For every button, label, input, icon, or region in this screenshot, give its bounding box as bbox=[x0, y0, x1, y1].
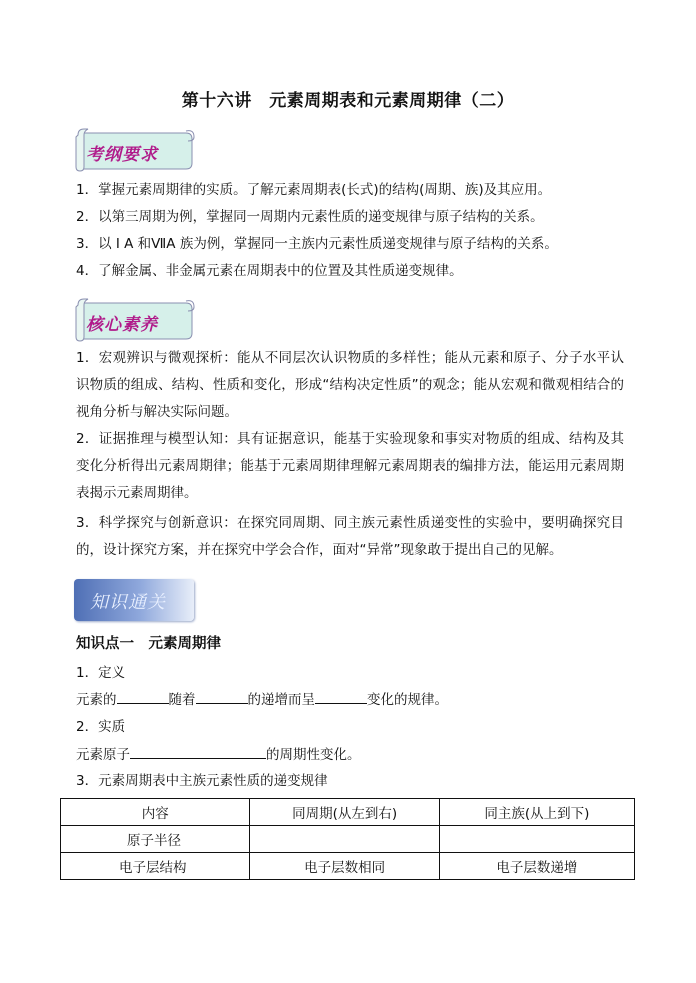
table-row bbox=[61, 853, 635, 880]
table-header-cell: 同主族(从上到下) bbox=[439, 799, 634, 826]
banner-kaogang-label: 考纲要求 bbox=[86, 145, 158, 165]
hexin-item-1: 1．宏观辨识与微观探析：能从不同层次认识物质的多样性；能从元素和原子、分子水平认识物质的组成、结构、性质和变化，形成“结构决定性质”的观念；能从宏观和微观相结合的视角分析与解决实际问题。 bbox=[76, 350, 624, 420]
fill-blank[interactable] bbox=[117, 689, 169, 704]
fill-blank[interactable] bbox=[130, 744, 266, 759]
essence-part-1: 元素原子 bbox=[76, 747, 130, 763]
table-row bbox=[61, 826, 635, 853]
definition-part-1: 元素的 bbox=[76, 692, 117, 708]
table-header-row bbox=[61, 799, 635, 826]
hexin-item-2: 2．证据推理与模型认知：具有证据意识，能基于实验现象和事实对物质的组成、结构及其变化分析得出元素周期律；能基于元素周期律理解元素周期表的编排方法，能运用元素周期表揭示元素周期律。 bbox=[76, 431, 624, 501]
banner-hexin bbox=[74, 297, 196, 343]
table-cell: 电子层数递增 bbox=[439, 853, 634, 880]
hexin-item-3: 3．科学探究与创新意识：在探究同周期、同主族元素性质递变性的实验中，要明确探究目的，设计探究方案，并在探究中学会合作，面对“异常”现象敢于提出自己的见解。 bbox=[76, 515, 624, 558]
definition-sentence bbox=[76, 689, 636, 710]
fill-blank[interactable] bbox=[315, 689, 367, 704]
definition-part-4: 变化的规律。 bbox=[367, 692, 448, 708]
table-cell: 原子半径 bbox=[61, 826, 250, 853]
banner-hexin-label: 核心素养 bbox=[86, 315, 158, 335]
knowledge-point-title: 知识点一 元素周期律 bbox=[76, 636, 221, 652]
table-cell: 电子层结构 bbox=[61, 853, 250, 880]
banner-zhishi bbox=[74, 579, 194, 621]
essence-part-2: 的周期性变化。 bbox=[266, 747, 361, 763]
periodic-law-table bbox=[60, 798, 635, 880]
table-cell-blank[interactable] bbox=[250, 826, 439, 853]
kaogang-item-4: 4．了解金属、非金属元素在周期表中的位置及其性质递变规律。 bbox=[76, 263, 463, 279]
table-cell-blank[interactable] bbox=[439, 826, 634, 853]
kaogang-item-2: 2．以第三周期为例，掌握同一周期内元素性质的递变规律与原子结构的关系。 bbox=[76, 209, 544, 225]
definition-part-3: 的递增而呈 bbox=[247, 692, 315, 708]
page-title: 第十六讲 元素周期表和元素周期律（二） bbox=[181, 91, 515, 111]
definition-part-2: 随着 bbox=[168, 692, 196, 708]
essence-sentence bbox=[76, 744, 636, 765]
definition-label: 1．定义 bbox=[76, 665, 126, 681]
kaogang-item-1: 1．掌握元素周期律的实质。了解元素周期表(长式)的结构(周期、族)及其应用。 bbox=[76, 182, 552, 198]
banner-kaogang bbox=[74, 127, 196, 173]
kaogang-item-3: 3．以 I A 和ⅦA 族为例，掌握同一主族内元素性质递变规律与原子结构的关系。 bbox=[76, 236, 558, 252]
table-header-cell: 同周期(从左到右) bbox=[250, 799, 439, 826]
table-label: 3．元素周期表中主族元素性质的递变规律 bbox=[76, 773, 328, 789]
banner-zhishi-label: 知识通关 bbox=[90, 592, 166, 613]
table-header-cell: 内容 bbox=[61, 799, 250, 826]
fill-blank[interactable] bbox=[196, 689, 248, 704]
table-cell: 电子层数相同 bbox=[250, 853, 439, 880]
essence-label: 2．实质 bbox=[76, 719, 126, 735]
